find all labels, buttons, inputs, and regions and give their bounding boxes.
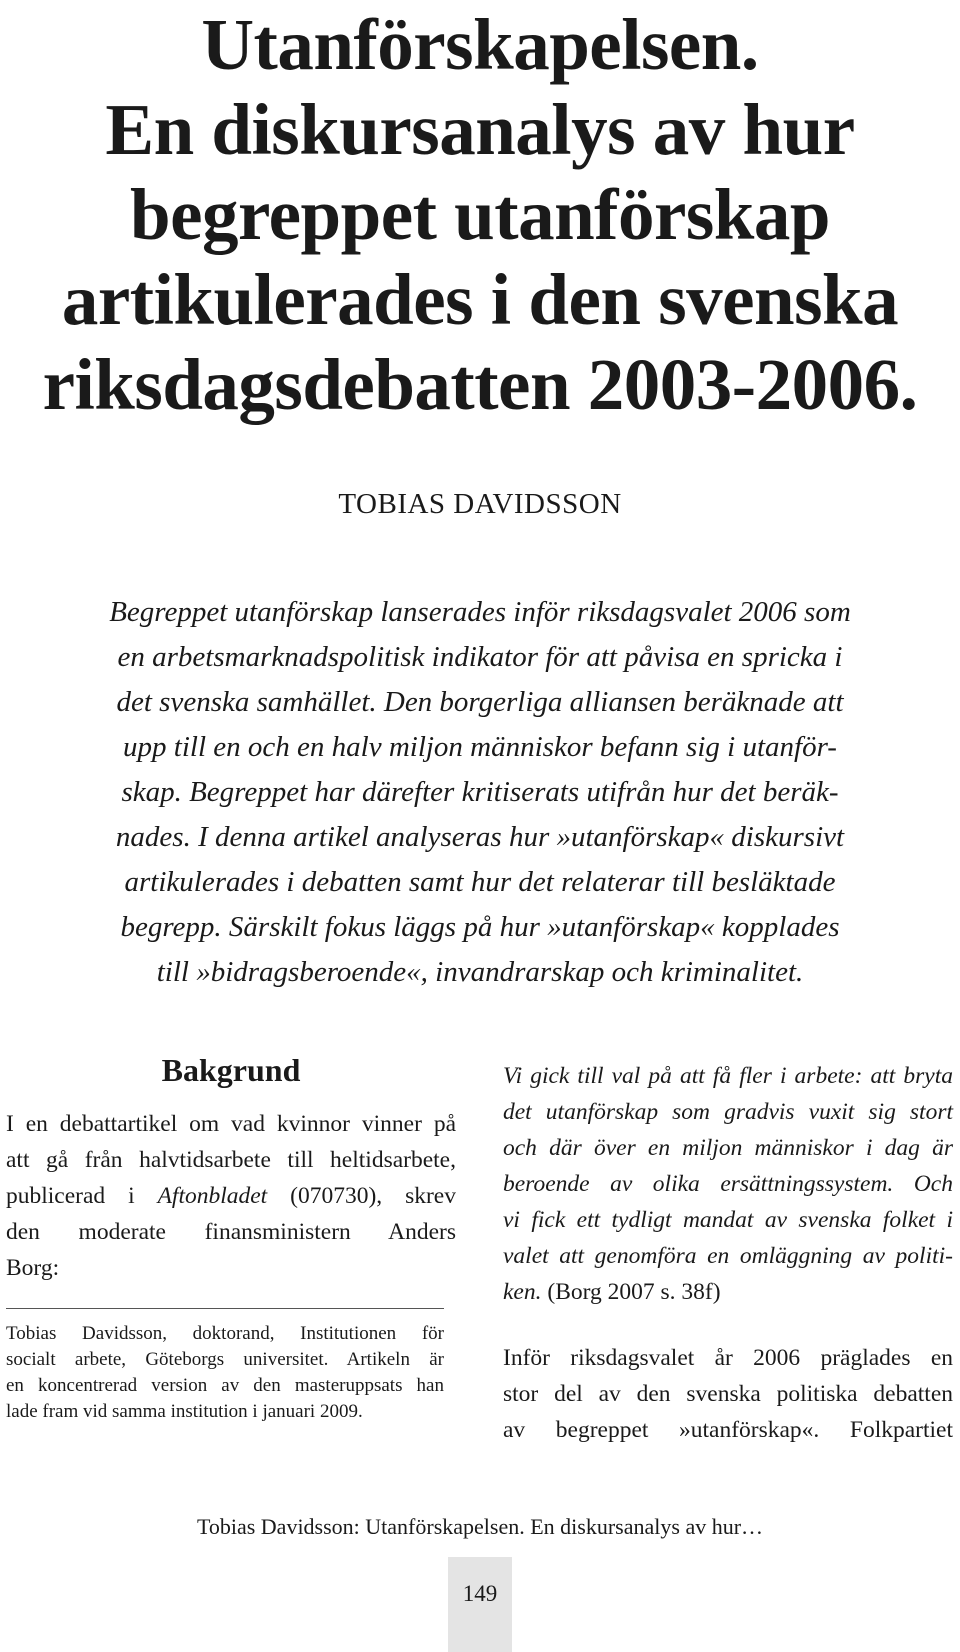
footnote-line: en koncentrerad version av den masteruppsats han (6, 1375, 444, 1396)
quote-line (503, 1274, 953, 1310)
abstract-line: skap. Begreppet har därefter kritiserats utifrån hur det beräk- (121, 776, 839, 808)
quote-line: Vi gick till val på att få fler i arbete: att bryta (503, 1063, 953, 1089)
paragraph-line: stor del av den svenska politiska debatten (503, 1381, 953, 1407)
right-column (503, 1058, 953, 1448)
abstract-line: en arbetsmarknadspolitisk indikator för att påvisa en spricka i (117, 641, 843, 673)
quote-line: beroende av olika ersättningssystem. Och (503, 1171, 953, 1197)
left-column (6, 1050, 456, 1425)
paragraph-line: Borg: (6, 1255, 60, 1281)
paragraph-line: den moderate finansministern Anders (6, 1219, 456, 1245)
title-line: begreppet utanförskap (130, 174, 830, 255)
author-name: TOBIAS DAVIDSSON (338, 488, 622, 520)
abstract-line: till »bidragsberoende«, invandrarskap och kriminalitet. (156, 956, 804, 988)
text-segment: (070730), skrev (267, 1183, 456, 1209)
title-line: En diskursanalys av hur (105, 89, 855, 170)
paragraph-line (6, 1178, 456, 1214)
footnote-line: lade fram vid samma institution i januari 2009. (6, 1401, 363, 1422)
page-number: 149 (462, 1581, 498, 1606)
section-heading: Bakgrund (161, 1052, 301, 1088)
abstract-line: upp till en och en halv miljon människor befann sig i utanför- (123, 731, 837, 763)
paragraph-line: av begreppet »utanförskap«. Folkpartiet (503, 1417, 953, 1443)
abstract-line: nades. I denna artikel analyseras hur »utanförskap« diskursivt (115, 821, 845, 853)
title-line: riksdagsdebatten 2003-2006. (42, 344, 918, 425)
paragraph-line: att gå från halvtidsarbete till heltidsarbete, (6, 1147, 456, 1173)
block-quote (503, 1058, 953, 1310)
author-footnote (6, 1321, 444, 1425)
intro-paragraph (6, 1106, 456, 1286)
quote-end: ken. (503, 1279, 542, 1305)
abstract-line: det svenska samhället. Den borgerliga alliansen beräknade att (116, 686, 844, 718)
quote-line: valet att genomföra en omläggning av politi- (503, 1243, 953, 1269)
page-number-box (448, 1557, 512, 1652)
running-footer: Tobias Davidsson: Utanförskapelsen. En diskursanalys av hur… (196, 1514, 764, 1539)
quote-line: det utanförskap som gradvis vuxit sig stort (503, 1099, 953, 1125)
abstract-line: artikulerades i debatten samt hur det relaterar till besläktade (124, 866, 836, 898)
footnote-line: Tobias Davidsson, doktorand, Institutionen för (6, 1323, 444, 1344)
title-line: Utanförskapelsen. (201, 4, 759, 85)
publication-name: Aftonbladet (157, 1183, 268, 1209)
quote-line: vi fick ett tydligt mandat av svenska folket i (503, 1207, 953, 1233)
quote-line: och där över en miljon människor i dag är (503, 1135, 953, 1161)
body-paragraph (503, 1340, 953, 1448)
footnote-divider (6, 1308, 444, 1309)
footnote-line: socialt arbete, Göteborgs universitet. Artikeln är (6, 1349, 444, 1370)
article-title (0, 2, 960, 427)
abstract-line: Begreppet utanförskap lanserades inför riksdagsvalet 2006 som (109, 596, 851, 628)
quote-citation: (Borg 2007 s. 38f) (541, 1279, 721, 1305)
text-segment: publicerad i (6, 1183, 158, 1209)
paragraph-line: I en debattartikel om vad kvinnor vinner på (6, 1111, 456, 1137)
paragraph-line: Inför riksdagsvalet år 2006 präglades en (503, 1345, 953, 1371)
title-line: artikulerades i den svenska (61, 259, 899, 340)
abstract (40, 590, 920, 995)
abstract-line: begrepp. Särskilt fokus läggs på hur »utanförskap« kopplades (120, 911, 840, 943)
